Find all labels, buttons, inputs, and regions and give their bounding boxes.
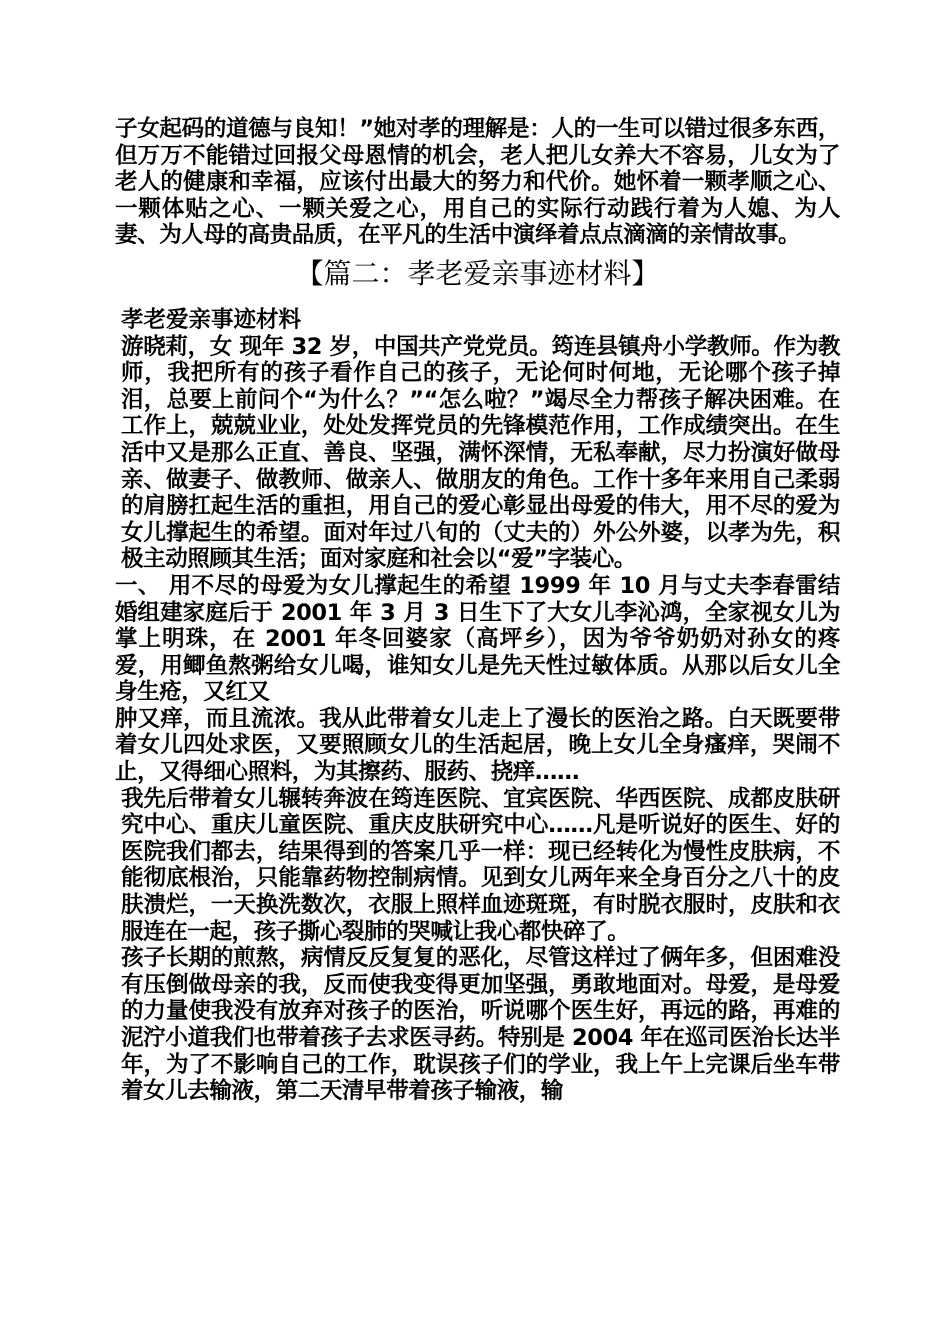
section-title: 【篇二：孝老爱亲事迹材料】 <box>295 256 660 290</box>
paragraph-treatment: 肿又痒，而且流浓。我从此带着女儿走上了漫长的医治之路。白天既要带着女儿四处求医，又要照顾女儿的生活起居，晚上女儿全身瘙痒，哭闹不止，又得细心照料，为其擦药、服药、挠痒…… <box>115 705 840 786</box>
paragraph-profile: 游晓莉，女 现年 32 岁，中国共产党党员。筠连县镇舟小学教师。作为教师，我把所有的孩子看作自己的孩子，无论何时何地，无论哪个孩子掉泪，总要上前问个“为什么？”“怎么啦？”竭尽全力帮孩子解决困难。在工作上，兢兢业业，处处发挥党员的先锋模范作用，工作成绩突出。在生活中又是那么正直、善良、坚强，满怀深情，无私奉献，尽力扮演好做母亲、做妻子、做教师、做亲人、做朋友的角色。工作十多年来用自己柔弱的肩膀扛起生活的重担，用自己的爱心彰显出母爱的伟大，用不尽的爱为女儿撑起生的希望。面对年过八旬的（丈夫的）外公外婆，以孝为先，积极主动照顾其生活；面对家庭和社会以“爱”字装心。 <box>121 333 840 573</box>
intro-paragraph: 子女起码的道德与良知！”她对孝的理解是：人的一生可以错过很多东西，但万万不能错过回报父母恩情的机会，老人把儿女养大不容易，儿女为了老人的健康和幸福，应该付出最大的努力和代价。她怀着一颗孝顺之心、一颗体贴之心、一颗关爱之心，用自己的实际行动践行着为人媳、为人妻、为人母的高贵品质，在平凡的生活中演绎着点点滴滴的亲情故事。 <box>115 116 840 249</box>
paragraph-hospitals: 我先后带着女儿辗转奔波在筠连医院、宜宾医院、华西医院、成都皮肤研究中心、重庆儿童医院、重庆皮肤研究中心……凡是听说好的医生、好的医院我们都去，结果得到的答案几乎一样：现已经转化为慢性皮肤病，不能彻底根治，只能靠药物控制病情。见到女儿两年来全身百分之八十的皮肤溃烂，一天换洗数次，衣服上照样血迹斑斑，有时脱衣服时，皮肤和衣服连在一起，孩子撕心裂肺的哭喊让我心都快碎了。 <box>121 785 840 945</box>
subtitle: 孝老爱亲事迹材料 <box>121 306 302 333</box>
paragraph-perseverance: 孩子长期的煎熬，病情反反复复的恶化，尽管这样过了俩年多，但困难没有压倒做母亲的我，反而使我变得更加坚强，勇敢地面对。母爱，是母爱的力量使我没有放弃对孩子的医治，听说哪个医生好，再远的路，再难的泥泞小道我们也带着孩子去求医寻药。特别是 2004 年在巡司医治长达半年，为了不影响自己的工作，耽误孩子们的学业，我上午上完课后坐车带着女儿去输液，第二天清早带着孩子输液，输 <box>121 945 840 1105</box>
document-page <box>115 116 840 1105</box>
paragraph-section-one: 一、 用不尽的母爱为女儿撑起生的希望 1999 年 10 月与丈夫李春雷结婚组建家庭后于 2001 年 3 月 3 日生下了大女儿李沁鸿，全家视女儿为掌上明珠，在 2001 年冬回婆家（高坪乡），因为爷爷奶奶对孙女的疼爱，用鲫鱼熬粥给女儿喝，谁知女儿是先天性过敏体质。从那以后女儿全身生疮，又红又 <box>115 572 840 706</box>
